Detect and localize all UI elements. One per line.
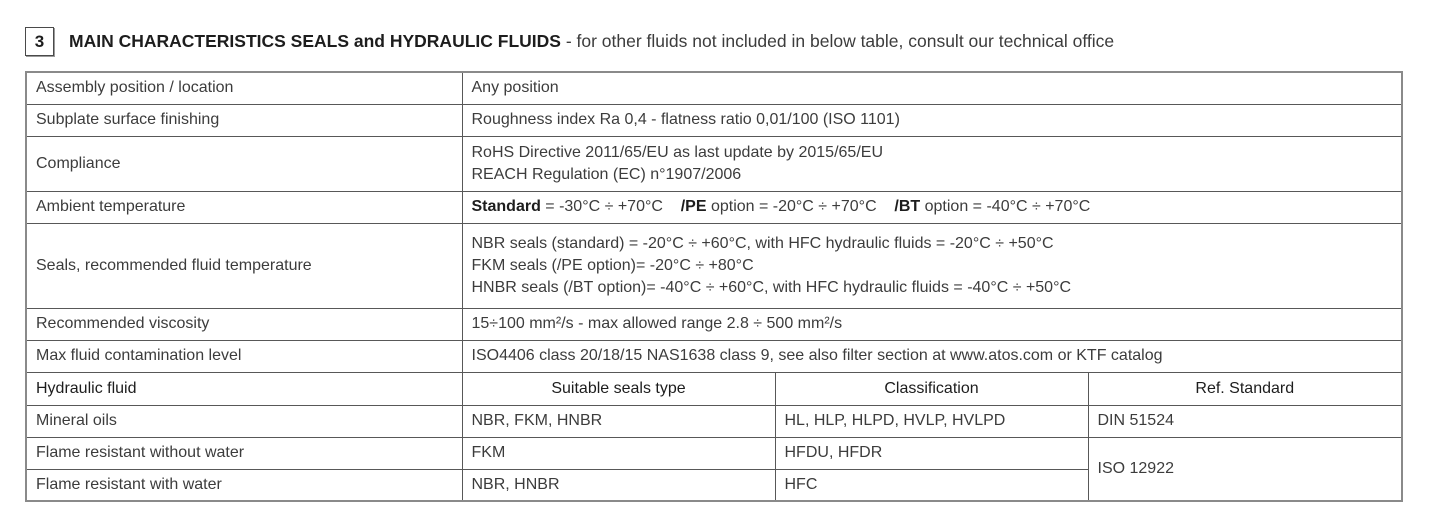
property-value: ISO4406 class 20/18/15 NAS1638 class 9, see also filter section at www.atos.com or KTF catalog (462, 340, 1402, 372)
property-label: Max fluid contamination level (26, 340, 462, 372)
section-number-badge: 3 (25, 27, 54, 56)
fluid-ref-standard-merged: ISO 12922 (1088, 437, 1402, 501)
page-title-bold: MAIN CHARACTERISTICS SEALS and HYDRAULIC FLUIDS (69, 31, 561, 51)
property-value: Roughness index Ra 0,4 - flatness ratio 0,01/100 (ISO 1101) (462, 104, 1402, 136)
fluid-name: Flame resistant with water (26, 469, 462, 501)
fluids-row-flame-resistant-without-water (26, 437, 1402, 469)
section-header (25, 27, 1420, 56)
table-row (26, 72, 1402, 104)
fluid-name: Flame resistant without water (26, 437, 462, 469)
property-label: Subplate surface finishing (26, 104, 462, 136)
characteristics-table (25, 71, 1403, 502)
fluid-seals: NBR, FKM, HNBR (462, 405, 775, 437)
table-row (26, 136, 1402, 191)
table-row (26, 104, 1402, 136)
fluid-classification: HFDU, HFDR (775, 437, 1088, 469)
fluids-row-mineral-oils (26, 405, 1402, 437)
page-title (69, 31, 1114, 52)
property-label: Compliance (26, 136, 462, 191)
fluid-name: Mineral oils (26, 405, 462, 437)
property-label: Seals, recommended fluid temperature (26, 223, 462, 308)
fluids-header-classification: Classification (775, 372, 1088, 405)
property-value: 15÷100 mm²/s - max allowed range 2.8 ÷ 500 mm²/s (462, 308, 1402, 340)
property-value: Any position (462, 72, 1402, 104)
fluids-header-row (26, 372, 1402, 405)
property-label: Recommended viscosity (26, 308, 462, 340)
property-label: Assembly position / location (26, 72, 462, 104)
property-value: RoHS Directive 2011/65/EU as last update by 2015/65/EU REACH Regulation (EC) n°1907/2006 (462, 136, 1402, 191)
fluids-header-suitable-seals: Suitable seals type (462, 372, 775, 405)
fluid-ref-standard: DIN 51524 (1088, 405, 1402, 437)
fluid-classification: HL, HLP, HLPD, HVLP, HVLPD (775, 405, 1088, 437)
fluid-seals: FKM (462, 437, 775, 469)
property-value: Standard = -30°C ÷ +70°C /PE option = -20°C ÷ +70°C /BT option = -40°C ÷ +70°C (462, 191, 1402, 223)
fluid-classification: HFC (775, 469, 1088, 501)
property-value: NBR seals (standard) = -20°C ÷ +60°C, with HFC hydraulic fluids = -20°C ÷ +50°C FKM seals (/PE option)= -20°C ÷ +80°C HNBR seals (/BT option)= -40°C ÷ +60°C, with HFC hydraulic fluids = -40°C ÷ +50°C (462, 223, 1402, 308)
fluids-header-hydraulic-fluid: Hydraulic fluid (26, 372, 462, 405)
fluid-seals: NBR, HNBR (462, 469, 775, 501)
property-label: Ambient temperature (26, 191, 462, 223)
table-row (26, 308, 1402, 340)
page-title-rest: - for other fluids not included in below table, consult our technical office (560, 31, 1115, 51)
table-row (26, 191, 1402, 223)
fluids-header-ref-standard: Ref. Standard (1088, 372, 1402, 405)
table-row (26, 223, 1402, 308)
table-row (26, 340, 1402, 372)
